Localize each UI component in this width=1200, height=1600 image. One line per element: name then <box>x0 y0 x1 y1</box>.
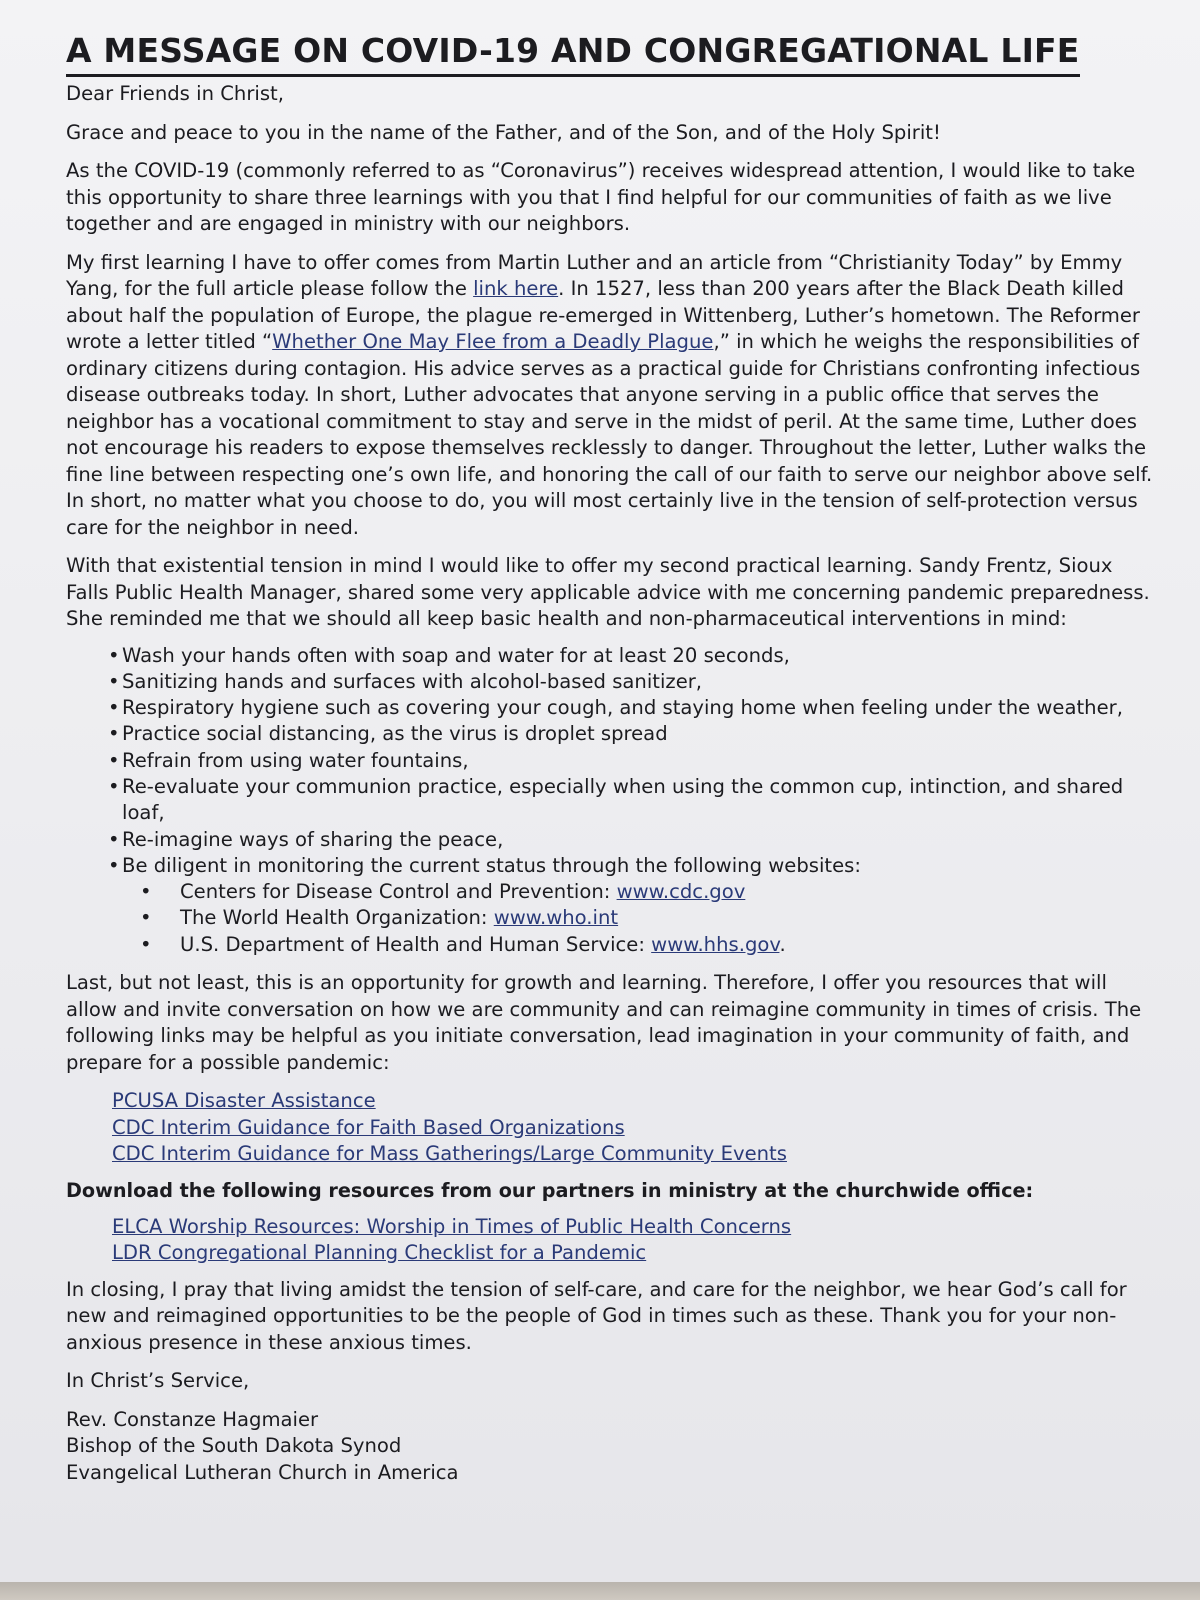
list-item: • Re-imagine ways of sharing the peace, <box>108 827 1160 853</box>
signature-org: Evangelical Lutheran Church in America <box>66 1460 459 1484</box>
first-learning-text-1: My first learning I have to offer comes from Martin Luther and an article from “Christianity Today” by Emmy Yang, for the full article please follow the <box>66 250 1123 300</box>
website-label: Centers for Disease Control and Prevention: <box>180 880 617 904</box>
cdc-faith-guidance-link[interactable]: CDC Interim Guidance for Faith Based Organizations <box>112 1115 625 1139</box>
website-item <box>180 905 1160 931</box>
signoff: In Christ’s Service, <box>66 1369 250 1393</box>
second-learning-paragraph: With that existential tension in mind I would like to offer my second practical learning. Sandy Frentz, Sioux Falls Public Health Manager, shared some very applicable advice with me concerning pandemic preparedness. She reminded me that we should all keep basic health and non-pharmaceutical interventions in mind: <box>66 554 1150 630</box>
list-item: • Wash your hands often with soap and water for at least 20 seconds, <box>108 643 1160 669</box>
signature-name: Rev. Constanze Hagmaier <box>66 1407 319 1431</box>
luther-letter-link[interactable]: Whether One May Flee from a Deadly Plague <box>272 330 714 353</box>
resource-links <box>112 1088 1160 1168</box>
table-surface <box>0 1582 1200 1600</box>
hhs-link[interactable]: www.hhs.gov <box>651 932 780 956</box>
website-item <box>180 879 1160 905</box>
first-learning-paragraph <box>66 250 1160 542</box>
closing-paragraph: In closing, I pray that living amidst the tension of self-care, and care for the neighbor, we hear God’s call for new and reimagined opportunities to be the people of God in times such as these. Thank you for your non-anxious presence in these anxious times. <box>66 1277 1127 1354</box>
download-heading: Download the following resources from our partners in ministry at the churchwide office: <box>66 1178 1034 1202</box>
list-item: • Practice social distancing, as the virus is droplet spread <box>108 721 1160 747</box>
list-item: • Sanitizing hands and surfaces with alcohol-based sanitizer, <box>108 669 1160 695</box>
website-item <box>180 932 1160 958</box>
first-learning-text-3: ,” in which he weighs the responsibilities of ordinary citizens during contagion. His advice serves as a practical guide for Christians confronting infectious disease outbreaks today. In short, Luther advocates that anyone serving in a public office that serves the neighbor has a vocational commitment to stay and serve in the midst of peril. At the same time, Luther does not encourage his readers to expose themselves recklessly to danger. Throughout the letter, Luther walks the fine line between respecting one’s own life, and honoring the call of our faith to serve our neighbor above self. In short, no matter what you choose to do, you will most certainly live in the tension of self-protection versus care for the neighbor in need. <box>66 330 1153 539</box>
ldr-checklist-link[interactable]: LDR Congregational Planning Checklist for a Pandemic <box>112 1241 647 1265</box>
article-link[interactable]: link here <box>473 277 559 300</box>
salutation: Dear Friends in Christ, <box>66 82 284 105</box>
list-item: • Re-evaluate your communion practice, especially when using the common cup, intinction, and shared loaf, <box>108 774 1160 827</box>
cdc-mass-gatherings-link[interactable]: CDC Interim Guidance for Mass Gatherings/Large Community Events <box>112 1142 787 1166</box>
list-item: • Refrain from using water fountains, <box>108 748 1160 774</box>
website-suffix: . <box>779 932 786 956</box>
download-links <box>112 1214 1160 1267</box>
pcusa-link[interactable]: PCUSA Disaster Assistance <box>112 1089 376 1113</box>
list-item <box>108 853 1160 958</box>
cdc-link[interactable]: www.cdc.gov <box>616 880 746 904</box>
first-learning-text-2: . In 1527, less than 200 years after the Black Death killed about half the population of Europe, the plague re-emerged in Wittenberg, Luther’s hometown. The Reformer wrote a letter titled “ <box>66 277 1140 353</box>
health-advice-list <box>66 643 1160 959</box>
elca-worship-link[interactable]: ELCA Worship Resources: Worship in Times of Public Health Concerns <box>112 1214 792 1238</box>
intro-paragraph: As the COVID-19 (commonly referred to as “Coronavirus”) receives widespread attention, I would like to take this opportunity to share three learnings with you that I find helpful for our communities of faith as we live together and are engaged in ministry with our neighbors. <box>66 159 1136 235</box>
list-item: • Respiratory hygiene such as covering your cough, and staying home when feeling under the weather, <box>108 695 1160 721</box>
signature-role: Bishop of the South Dakota Synod <box>66 1434 402 1458</box>
third-learning-paragraph: Last, but not least, this is an opportunity for growth and learning. Therefore, I offer you resources that will allow and invite conversation on how we are community and can reimagine community in times of crisis. The following links may be helpful as you initiate conversation, lead imagination in your community of faith, and prepare for a possible pandemic: <box>66 971 1142 1074</box>
page-title: A MESSAGE ON COVID-19 AND CONGREGATIONAL LIFE <box>66 28 1080 77</box>
website-label: The World Health Organization: <box>180 906 494 930</box>
website-label: U.S. Department of Health and Human Service: <box>180 932 652 956</box>
who-link[interactable]: www.who.int <box>493 906 619 930</box>
greeting: Grace and peace to you in the name of the Father, and of the Son, and of the Holy Spirit! <box>66 120 941 144</box>
websites-list <box>122 879 1160 958</box>
list-item-text: Be diligent in monitoring the current status through the following websites: <box>122 853 861 877</box>
